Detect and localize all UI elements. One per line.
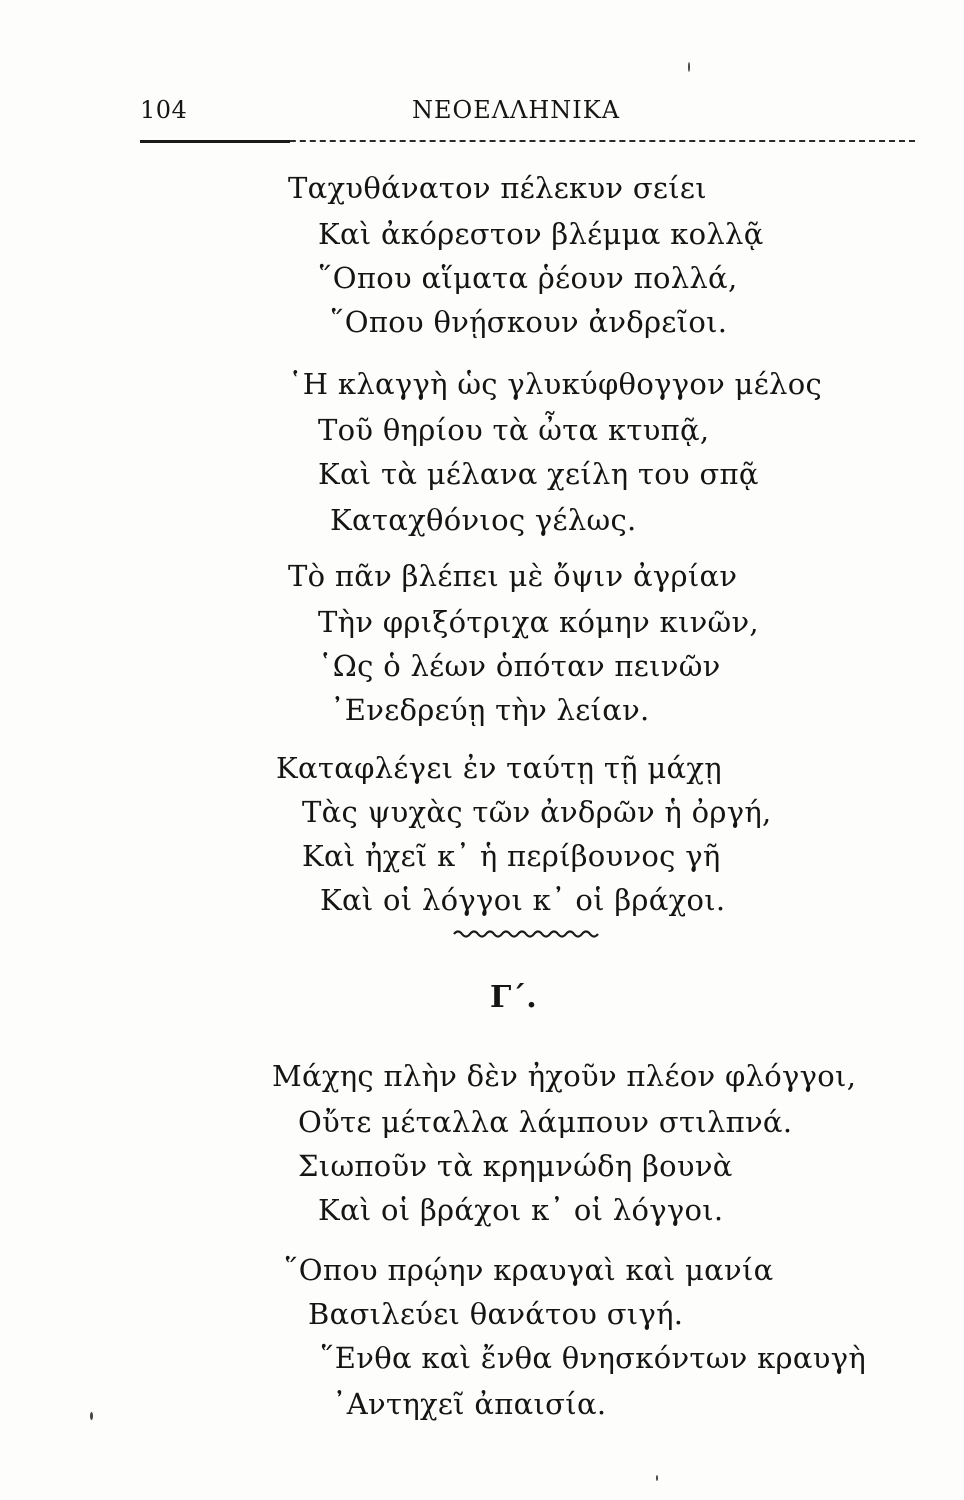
verse-line: ᾿Αντηχεῖ ἀπαισία. (332, 1387, 607, 1421)
print-speck (688, 62, 690, 72)
running-head (140, 96, 920, 132)
verse-line: Τὰς ψυχὰς τῶν ἀνδρῶν ἡ ὀργή, (302, 795, 772, 829)
wavy-ornament (452, 926, 602, 942)
print-speck (90, 1412, 93, 1420)
header-rule-thick-segment (140, 140, 290, 143)
verse-line: Μάχης πλὴν δὲν ἠχοῦν πλέον φλόγγοι, (272, 1059, 857, 1093)
verse-line: Καὶ ἠχεῖ κ᾿ ἡ περίβουνος γῆ (302, 839, 721, 873)
verse-line: ῾Η κλαγγὴ ὡς γλυκύφθογγον μέλος (288, 367, 823, 401)
verse-line: Τὸ πᾶν βλέπει μὲ ὄψιν ἀγρίαν (288, 559, 738, 593)
verse-line: ῞Οπου αἵματα ῥέουν πολλά, (318, 261, 738, 295)
verse-line: Σιωποῦν τὰ κρημνώδη βουνὰ (298, 1149, 733, 1183)
verse-line: Καταφλέγει ἐν ταύτῃ τῇ μάχῃ (276, 751, 722, 785)
verse-line: Τὴν φριξότριχα κόμην κινῶν, (318, 605, 759, 639)
verse-line: ῞Οπου θνῄσκουν ἀνδρεῖοι. (330, 305, 728, 339)
verse-line: Οὔτε μέταλλα λάμπουν στιλπνά. (298, 1105, 793, 1139)
running-title: ΝΕΟΕΛΛΗΝΙΚΑ (412, 96, 621, 124)
verse-line: Καταχθόνιος γέλως. (330, 503, 637, 537)
verse-line: Βασιλεύει θανάτου σιγή. (308, 1297, 684, 1331)
verse-line: Τοῦ θηρίου τὰ ὦτα κτυπᾷ, (318, 413, 710, 447)
verse-line: Καὶ ἀκόρεστον βλέμμα κολλᾷ (318, 217, 764, 251)
verse-line: Καὶ τὰ μέλανα χείλη του σπᾷ (318, 457, 759, 491)
verse-line: ῞Οπου πρῴην κραυγαὶ καὶ μανία (284, 1253, 774, 1287)
verse-line: ῞Ενθα καὶ ἔνθα θνησκόντων κραυγὴ (320, 1341, 867, 1375)
verse-line: Ταχυθάνατον πέλεκυν σείει (288, 171, 707, 205)
page-number: 104 (140, 96, 188, 124)
print-speck (656, 1475, 658, 1481)
verse-line: ῾Ως ὁ λέων ὁπόταν πεινῶν (318, 649, 721, 683)
verse-line: Καὶ οἱ λόγγοι κ᾿ οἱ βράχοι. (320, 883, 726, 917)
verse-line: ᾿Ενεδρεύῃ τὴν λείαν. (330, 693, 650, 727)
section-mark: Γ΄. (490, 980, 537, 1015)
verse-line: Καὶ οἱ βράχοι κ᾿ οἱ λόγγοι. (318, 1193, 724, 1227)
